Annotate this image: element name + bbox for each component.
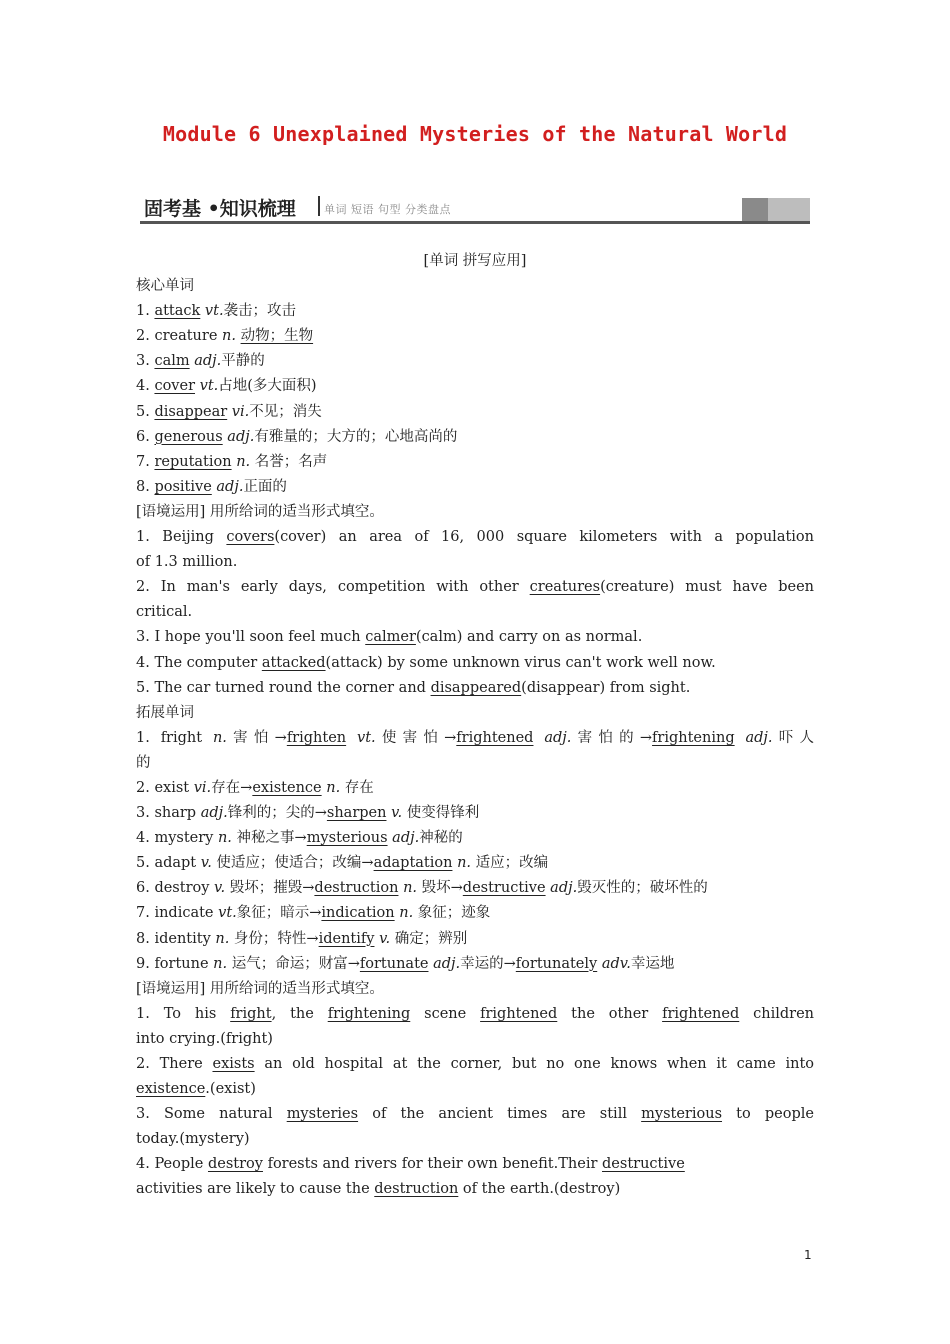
text-line bbox=[136, 600, 814, 625]
text-segment: 4. bbox=[136, 378, 155, 395]
answer-blank: attacked bbox=[261, 654, 326, 671]
text-segment: the other bbox=[557, 1005, 663, 1022]
text-line bbox=[136, 676, 814, 701]
part-of-speech: adj. bbox=[544, 729, 572, 746]
answer-blank: attack bbox=[154, 303, 201, 320]
text-segment: 5. The car turned round the corner and bbox=[136, 679, 431, 696]
part-of-speech: vt. bbox=[204, 303, 224, 320]
text-segment: 存在 bbox=[340, 779, 374, 796]
answer-blank: reputation bbox=[154, 453, 232, 470]
text-segment: 正面的 bbox=[243, 478, 287, 495]
part-of-speech: adj. bbox=[194, 353, 222, 370]
answer-blank: mysterious bbox=[306, 830, 388, 847]
text-segment: [单词 拼写应用] bbox=[423, 253, 527, 269]
text-segment: 使变得锋利 bbox=[402, 805, 480, 822]
text-segment: an old hospital at the corner, but no one knows when it came into bbox=[254, 1056, 815, 1072]
text-segment: scene bbox=[410, 1005, 481, 1022]
text-segment: 名誉；名声 bbox=[250, 453, 328, 470]
part-of-speech: n. bbox=[215, 930, 230, 947]
part-of-speech: n. bbox=[457, 855, 472, 872]
text-line bbox=[136, 927, 814, 952]
part-of-speech: adj. bbox=[227, 428, 255, 445]
text-line bbox=[136, 776, 814, 801]
banner-decor-block-light bbox=[768, 198, 810, 221]
text-segment: 平静的 bbox=[221, 353, 265, 370]
text-segment: 确定；辨别 bbox=[390, 930, 468, 947]
answer-blank: mysteries bbox=[286, 1106, 359, 1123]
part-of-speech: adj. bbox=[216, 478, 244, 495]
text-segment: 锋利的；尖的→ bbox=[227, 805, 327, 822]
part-of-speech: adj. bbox=[200, 805, 228, 822]
text-segment: forests and rivers for their own benefit.Their bbox=[262, 1156, 603, 1173]
text-line bbox=[136, 550, 814, 575]
text-segment: 象征；暗示→ bbox=[236, 905, 322, 922]
text-line bbox=[136, 751, 814, 776]
document-body bbox=[136, 249, 814, 1203]
answer-blank: 动物；生物 bbox=[240, 328, 314, 345]
text-line bbox=[136, 575, 814, 600]
text-segment: 3. bbox=[136, 353, 155, 370]
text-line bbox=[136, 400, 814, 425]
text-line bbox=[136, 324, 814, 349]
part-of-speech: n. bbox=[326, 779, 341, 796]
text-segment: of the ancient times are still bbox=[358, 1106, 642, 1123]
text-segment: 吓人 bbox=[772, 729, 815, 746]
answer-blank: adaptation bbox=[373, 855, 453, 872]
text-line bbox=[136, 349, 814, 374]
answer-blank: fortunate bbox=[359, 955, 429, 972]
text-line bbox=[136, 801, 814, 826]
text-segment: 使适应；使适合；改编→ bbox=[211, 855, 374, 872]
page-number: 1 bbox=[804, 1248, 812, 1262]
text-line bbox=[136, 1127, 814, 1152]
text-line bbox=[136, 1077, 814, 1102]
text-segment: , the bbox=[271, 1005, 328, 1022]
text-segment: 9. fortune bbox=[136, 955, 214, 972]
text-segment: 3. sharp bbox=[136, 805, 201, 822]
text-segment: of the earth.(destroy) bbox=[458, 1181, 621, 1198]
part-of-speech: n. bbox=[222, 328, 236, 345]
text-segment: 存在→ bbox=[211, 779, 253, 796]
text-segment: 拓展单词 bbox=[136, 704, 194, 721]
text-line bbox=[136, 450, 814, 475]
text-segment: 适应；改编 bbox=[471, 855, 549, 872]
answer-blank: generous bbox=[154, 428, 223, 445]
text-segment: [语境运用] 用所给词的适当形式填空。 bbox=[136, 980, 384, 997]
text-segment: (disappear) from sight. bbox=[521, 679, 691, 696]
text-segment: 使害怕→ bbox=[375, 729, 457, 746]
banner-divider bbox=[318, 196, 320, 216]
part-of-speech: v. bbox=[379, 930, 391, 947]
answer-blank: calm bbox=[154, 353, 190, 370]
text-segment: 6. bbox=[136, 428, 155, 445]
banner-underline bbox=[140, 221, 810, 224]
text-segment: of 1.3 million. bbox=[136, 554, 238, 571]
text-segment bbox=[346, 730, 357, 746]
text-segment: activities are likely to cause the bbox=[136, 1181, 375, 1198]
answer-blank: disappear bbox=[154, 403, 228, 420]
text-segment: 幸运地 bbox=[630, 955, 675, 972]
part-of-speech: n. bbox=[236, 453, 251, 470]
text-line bbox=[136, 475, 814, 500]
text-segment: [语境运用] 用所给词的适当形式填空。 bbox=[136, 503, 384, 520]
text-line bbox=[136, 901, 814, 926]
text-segment: 5. adapt bbox=[136, 855, 201, 872]
text-segment: 毁灭性的；破坏性的 bbox=[577, 880, 708, 897]
part-of-speech: vt. bbox=[218, 905, 237, 922]
part-of-speech: n. bbox=[399, 905, 414, 922]
answer-blank: indication bbox=[321, 905, 395, 922]
answer-blank: existence bbox=[252, 779, 322, 796]
text-line bbox=[136, 274, 814, 299]
text-segment: 4. mystery bbox=[136, 830, 218, 847]
text-segment: 3. Some natural bbox=[136, 1106, 287, 1123]
part-of-speech: adj. bbox=[550, 880, 578, 897]
text-line bbox=[136, 851, 814, 876]
text-segment: 2. There bbox=[136, 1056, 213, 1072]
text-segment: 毁坏→ bbox=[417, 880, 463, 897]
text-segment: critical. bbox=[136, 604, 193, 621]
part-of-speech: v. bbox=[391, 805, 403, 822]
text-segment: 8. bbox=[136, 478, 155, 495]
text-segment: .(exist) bbox=[205, 1081, 256, 1098]
answer-blank: calmer bbox=[365, 629, 416, 646]
text-segment: children bbox=[739, 1005, 815, 1022]
text-line bbox=[136, 1102, 814, 1127]
part-of-speech: vt. bbox=[199, 378, 219, 395]
section-title: 固考基 •知识梳理 bbox=[144, 198, 296, 220]
part-of-speech: n. bbox=[217, 830, 232, 847]
text-segment: 运气；命运；财富→ bbox=[227, 955, 360, 972]
answer-blank: frightened bbox=[456, 729, 534, 746]
part-of-speech: n. bbox=[213, 955, 228, 972]
text-segment: 幸运的→ bbox=[460, 955, 516, 972]
text-segment: 4. People bbox=[136, 1156, 208, 1173]
text-line bbox=[136, 1152, 814, 1177]
text-segment: 1. bbox=[136, 303, 155, 320]
text-segment: 神秘之事→ bbox=[231, 830, 307, 847]
text-segment: 有雅量的；大方的；心地高尚的 bbox=[254, 428, 458, 445]
text-segment: (attack) by some unknown virus can't work well now. bbox=[325, 654, 716, 671]
answer-blank: cover bbox=[154, 378, 196, 395]
answer-blank: fortunately bbox=[515, 955, 598, 972]
part-of-speech: adj. bbox=[745, 729, 773, 746]
text-segment: 袭击；攻击 bbox=[223, 303, 297, 320]
text-segment: (cover) an area of 16, 000 square kilometers with a population bbox=[274, 529, 814, 546]
text-segment: to people bbox=[722, 1106, 814, 1123]
answer-blank: frightened bbox=[480, 1005, 558, 1022]
text-line bbox=[136, 1027, 814, 1052]
text-segment: 害怕的→ bbox=[571, 729, 653, 746]
part-of-speech: vi. bbox=[231, 403, 250, 420]
text-segment: 占地(多大面积) bbox=[218, 378, 317, 395]
answer-blank: mysterious bbox=[641, 1106, 723, 1123]
answer-blank: creatures bbox=[529, 579, 601, 596]
text-segment: 核心单词 bbox=[136, 278, 194, 295]
banner-decor-block-dark bbox=[742, 198, 768, 221]
part-of-speech: adj. bbox=[433, 955, 461, 972]
text-segment: 毁坏；摧毁→ bbox=[225, 880, 315, 897]
part-of-speech: adv. bbox=[601, 955, 631, 972]
text-segment: 害怕→ bbox=[226, 729, 287, 746]
answer-blank: destruction bbox=[314, 880, 399, 897]
text-line bbox=[136, 299, 814, 324]
answer-blank: frighten bbox=[286, 729, 347, 746]
text-line bbox=[136, 701, 814, 726]
part-of-speech: vt. bbox=[357, 729, 376, 746]
part-of-speech: n. bbox=[212, 729, 227, 746]
answer-blank: destruction bbox=[374, 1181, 459, 1198]
text-segment: today.(mystery) bbox=[136, 1131, 250, 1148]
part-of-speech: n. bbox=[403, 880, 418, 897]
text-line bbox=[136, 249, 814, 274]
text-segment: 6. destroy bbox=[136, 880, 215, 897]
text-line bbox=[136, 525, 814, 550]
answer-blank: fright bbox=[230, 1005, 272, 1022]
part-of-speech: v. bbox=[200, 855, 212, 872]
page-title: Module 6 Unexplained Mysteries of the Natural World bbox=[162, 122, 788, 146]
text-line bbox=[136, 876, 814, 901]
answer-blank: disappeared bbox=[430, 679, 522, 696]
text-line bbox=[136, 625, 814, 650]
text-segment: 1. fright bbox=[136, 729, 213, 746]
text-line bbox=[136, 726, 814, 751]
text-line bbox=[136, 952, 814, 977]
answer-blank: identify bbox=[318, 930, 375, 947]
text-segment: 神秘的 bbox=[419, 830, 463, 847]
part-of-speech: vi. bbox=[193, 779, 212, 796]
text-segment: 3. I hope you'll soon feel much bbox=[136, 629, 366, 646]
answer-blank: sharpen bbox=[326, 805, 387, 822]
answer-blank: covers bbox=[226, 529, 275, 546]
text-segment: 身份；特性→ bbox=[229, 930, 319, 947]
text-segment: 4. The computer bbox=[136, 654, 262, 671]
text-segment: 2. In man's early days, competition with other bbox=[136, 579, 530, 596]
text-segment: 1. To his bbox=[136, 1005, 231, 1022]
text-line bbox=[136, 1002, 814, 1027]
text-line bbox=[136, 826, 814, 851]
text-segment bbox=[533, 730, 544, 746]
text-segment: (creature) must have been bbox=[600, 579, 815, 596]
answer-blank: destructive bbox=[462, 880, 546, 897]
answer-blank: frightening bbox=[652, 729, 735, 746]
text-segment: 2. creature bbox=[136, 328, 223, 345]
answer-blank: destructive bbox=[602, 1156, 685, 1173]
text-segment: 1. Beijing bbox=[136, 529, 227, 546]
text-segment: 2. exist bbox=[136, 779, 194, 796]
answer-blank: existence bbox=[136, 1081, 206, 1098]
section-subtitle: 单词 短语 句型 分类盘点 bbox=[324, 203, 451, 216]
answer-blank: frightening bbox=[327, 1005, 411, 1022]
text-line bbox=[136, 651, 814, 676]
answer-blank: exists bbox=[212, 1056, 255, 1072]
text-segment: 5. bbox=[136, 403, 155, 420]
text-segment: 7. indicate bbox=[136, 905, 219, 922]
text-segment: into crying.(fright) bbox=[136, 1030, 273, 1047]
text-segment: (calm) and carry on as normal. bbox=[415, 629, 643, 646]
text-segment: 象征；迹象 bbox=[413, 905, 491, 922]
part-of-speech: adj. bbox=[392, 830, 420, 847]
text-line bbox=[136, 500, 814, 525]
text-segment: 7. bbox=[136, 453, 155, 470]
text-line bbox=[136, 977, 814, 1002]
text-line bbox=[136, 1052, 814, 1077]
answer-blank: destroy bbox=[207, 1156, 263, 1173]
answer-blank: positive bbox=[154, 478, 212, 495]
text-line bbox=[136, 425, 814, 450]
text-line bbox=[136, 1177, 814, 1202]
section-banner bbox=[140, 192, 810, 224]
text-segment: 不见；消失 bbox=[249, 403, 322, 420]
answer-blank: frightened bbox=[662, 1005, 740, 1022]
text-line bbox=[136, 374, 814, 399]
text-segment: 的 bbox=[136, 754, 151, 771]
text-segment: 8. identity bbox=[136, 930, 216, 947]
text-segment bbox=[735, 730, 746, 746]
part-of-speech: v. bbox=[214, 880, 226, 897]
